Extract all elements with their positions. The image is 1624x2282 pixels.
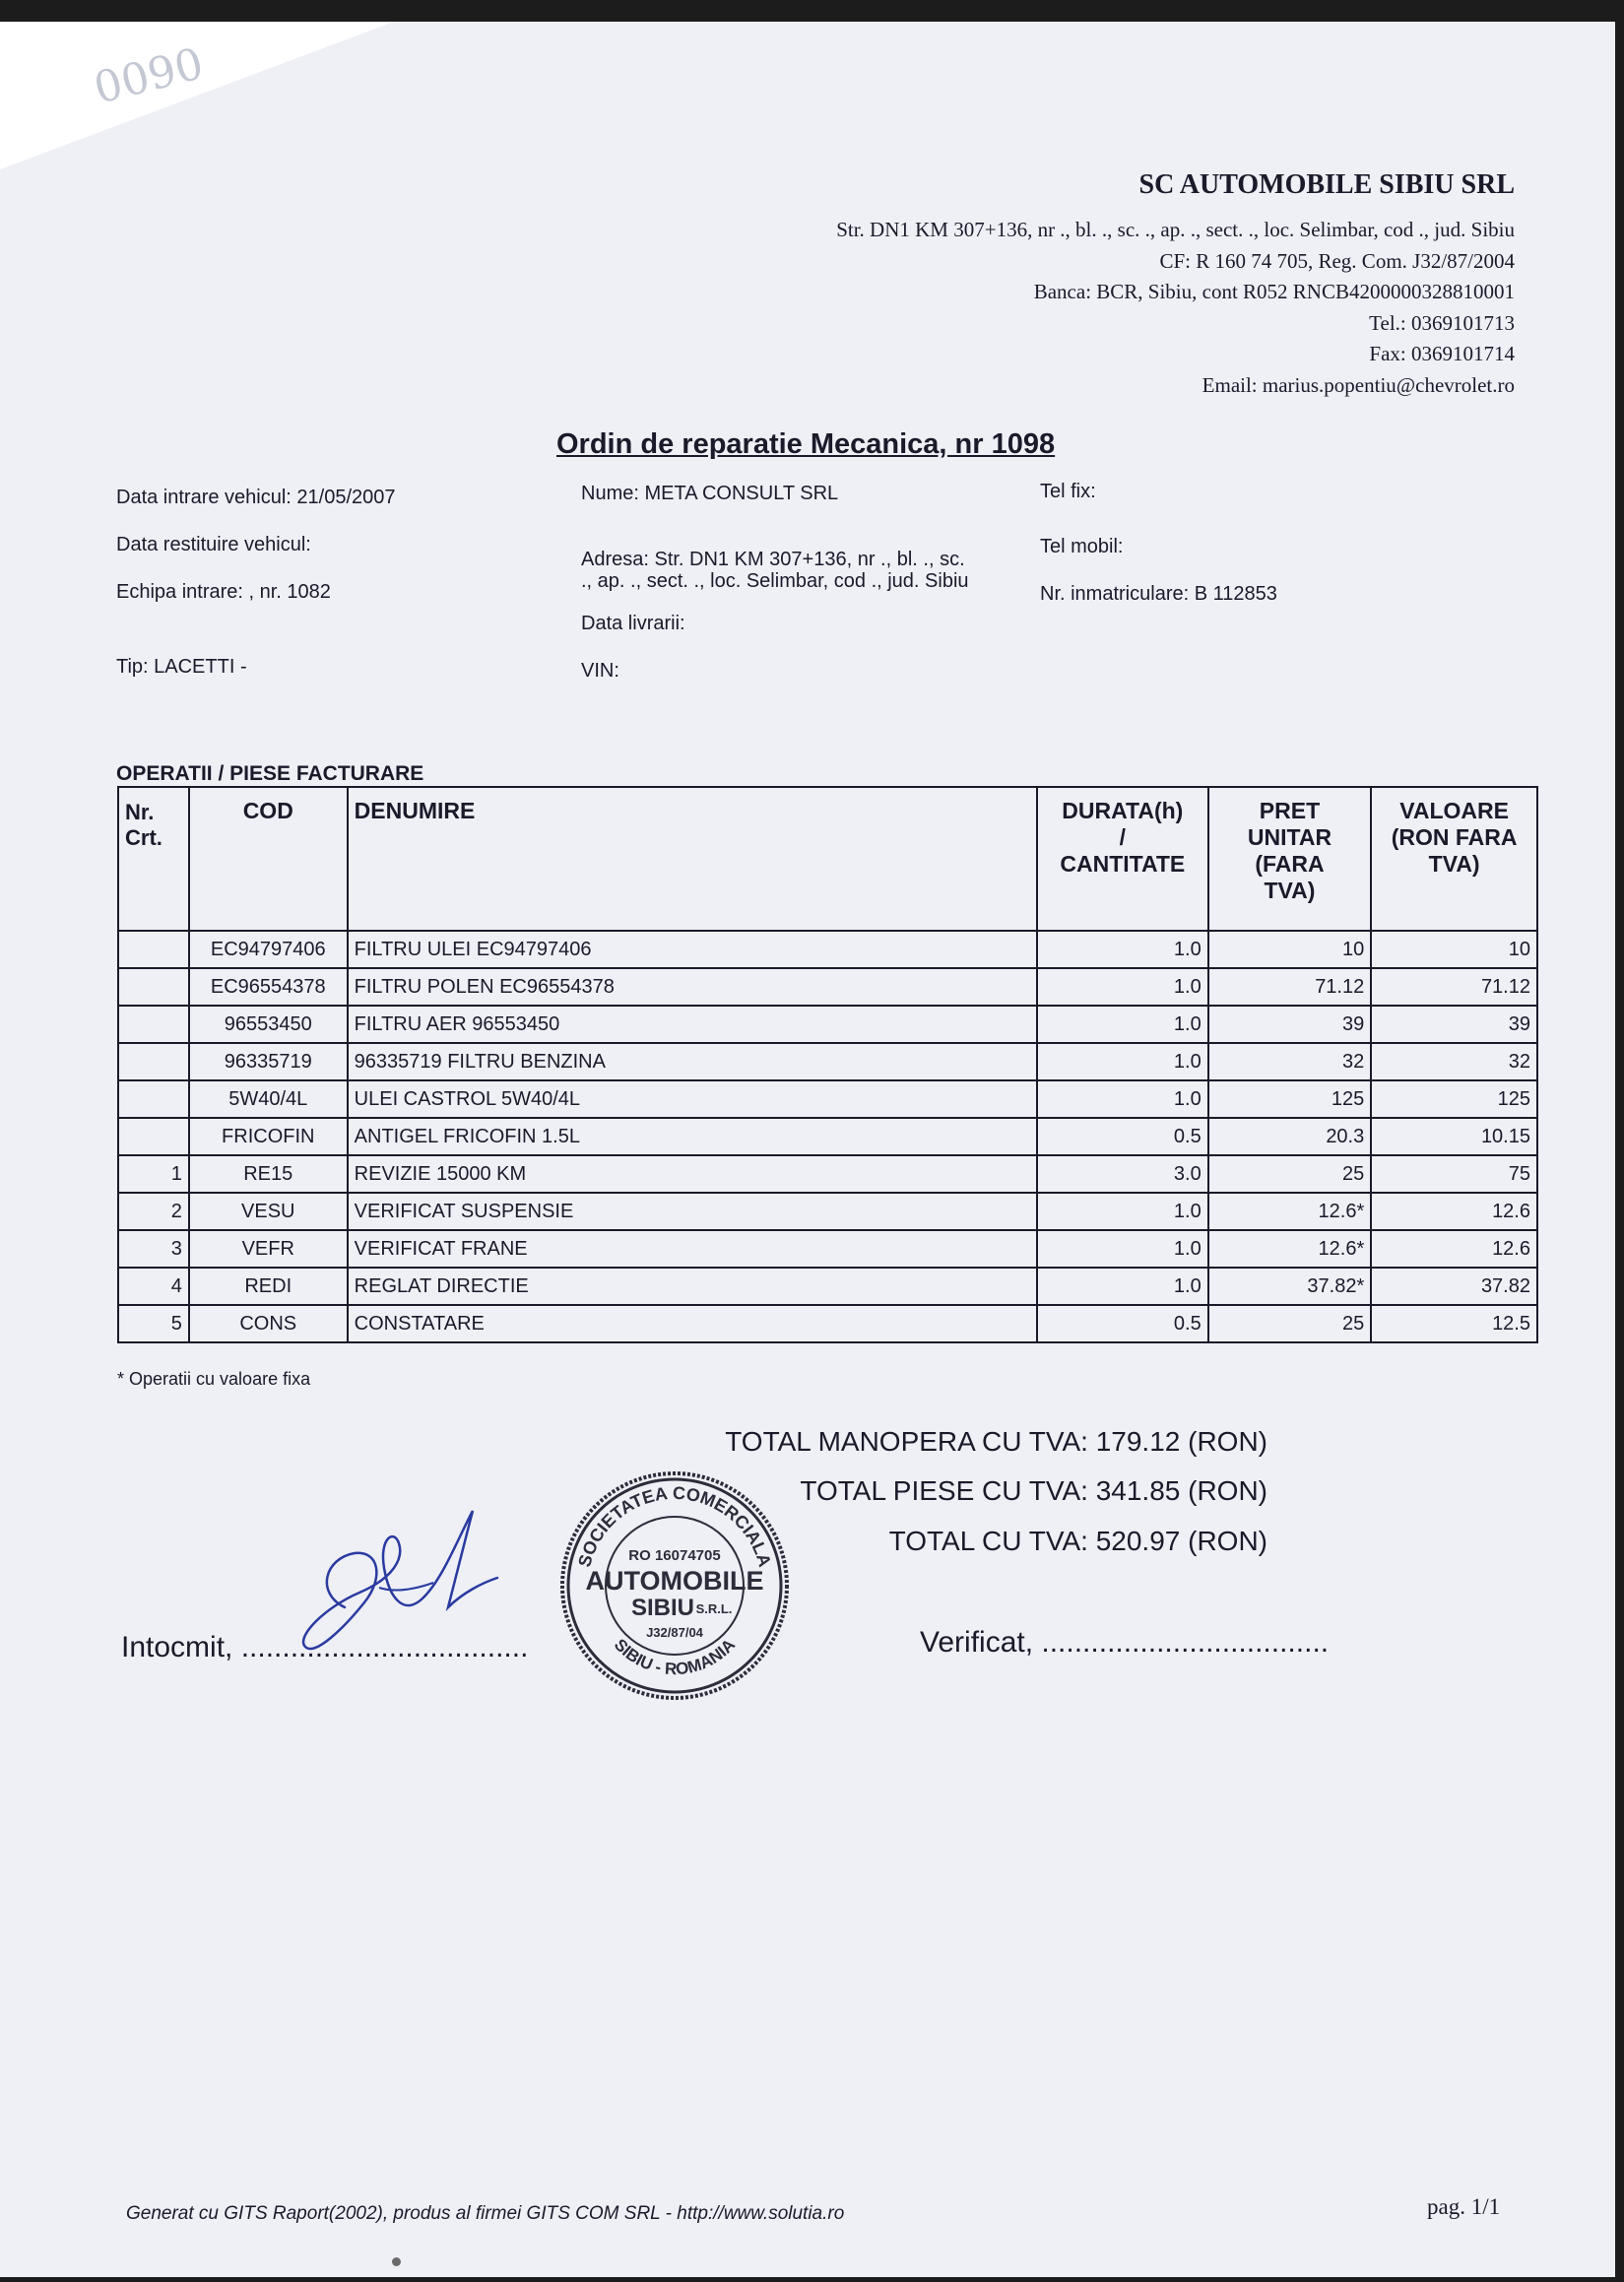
table-row xyxy=(118,1118,1537,1155)
cell-nr: 3 xyxy=(118,1230,189,1268)
cell-valoare: 71.12 xyxy=(1371,968,1537,1006)
table-row xyxy=(118,1193,1537,1230)
cell-pret: 37.82* xyxy=(1208,1268,1372,1305)
cell-denumire: REGLAT DIRECTIE xyxy=(348,1268,1037,1305)
table-row xyxy=(118,1305,1537,1342)
cell-cod: 96553450 xyxy=(189,1006,348,1043)
paper-speck xyxy=(392,2257,401,2266)
echipa-intrare: Echipa intrare: , nr. 1082 xyxy=(116,581,331,603)
cell-pret: 10 xyxy=(1208,931,1372,968)
client-adresa xyxy=(581,546,969,596)
cell-valoare: 39 xyxy=(1371,1006,1537,1043)
cell-cod: RE15 xyxy=(189,1155,348,1193)
table-row xyxy=(118,931,1537,968)
footer-generated-by: Generat cu GITS Raport(2002), produs al firmei GITS COM SRL - http://www.solutia.ro xyxy=(126,2203,845,2224)
cell-valoare: 12.6 xyxy=(1371,1193,1537,1230)
company-fax: Fax: 0369101714 xyxy=(1369,342,1515,365)
cell-nr: 1 xyxy=(118,1155,189,1193)
cell-valoare: 12.5 xyxy=(1371,1305,1537,1342)
cell-durata: 1.0 xyxy=(1037,931,1208,968)
svg-text:SIBIU - ROMANIA: SIBIU - ROMANIA xyxy=(610,1635,740,1679)
table-body xyxy=(118,931,1537,1342)
cell-valoare: 32 xyxy=(1371,1043,1537,1080)
cell-cod: EC96554378 xyxy=(189,968,348,1006)
cell-denumire: ULEI CASTROL 5W40/4L xyxy=(348,1080,1037,1118)
total-cu-tva: TOTAL CU TVA: 520.97 (RON) xyxy=(888,1526,1267,1556)
company-cf: CF: R 160 74 705, Reg. Com. J32/87/2004 xyxy=(1159,248,1515,273)
cell-valoare: 10.15 xyxy=(1371,1118,1537,1155)
cell-valoare: 10 xyxy=(1371,931,1537,968)
table-header-row xyxy=(118,787,1537,931)
col-header-durata: DURATA(h) / CANTITATE xyxy=(1037,787,1208,931)
cell-nr xyxy=(118,1043,189,1080)
table-row xyxy=(118,968,1537,1006)
verificat-label: Verificat, ................................... xyxy=(920,1626,1330,1659)
svg-text:S.R.L.: S.R.L. xyxy=(695,1601,733,1616)
cell-durata: 1.0 xyxy=(1037,1230,1208,1268)
company-stamp xyxy=(556,1467,793,1704)
cell-durata: 1.0 xyxy=(1037,968,1208,1006)
table-row xyxy=(118,1043,1537,1080)
cell-valoare: 125 xyxy=(1371,1080,1537,1118)
table-row xyxy=(118,1230,1537,1268)
vin: VIN: xyxy=(581,660,619,682)
cell-nr: 4 xyxy=(118,1268,189,1305)
col-header-valoare: VALOARE (RON FARA TVA) xyxy=(1371,787,1537,931)
cell-durata: 1.0 xyxy=(1037,1268,1208,1305)
cell-nr xyxy=(118,1118,189,1155)
cell-cod: EC94797406 xyxy=(189,931,348,968)
cell-denumire: ANTIGEL FRICOFIN 1.5L xyxy=(348,1118,1037,1155)
cell-pret: 20.3 xyxy=(1208,1118,1372,1155)
cell-nr xyxy=(118,1006,189,1043)
cell-denumire: FILTRU POLEN EC96554378 xyxy=(348,968,1037,1006)
cell-valoare: 37.82 xyxy=(1371,1268,1537,1305)
nr-inmatriculare: Nr. inmatriculare: B 112853 xyxy=(1040,583,1277,605)
company-bank: Banca: BCR, Sibiu, cont R052 RNCB4200000328810001 xyxy=(1033,280,1515,303)
cell-cod: VEFR xyxy=(189,1230,348,1268)
cell-pret: 71.12 xyxy=(1208,968,1372,1006)
total-piese: TOTAL PIESE CU TVA: 341.85 (RON) xyxy=(800,1475,1267,1506)
footnote: * Operatii cu valoare fixa xyxy=(117,1369,311,1389)
cell-pret: 32 xyxy=(1208,1043,1372,1080)
svg-text:SIBIU: SIBIU xyxy=(630,1595,695,1621)
cell-pret: 12.6* xyxy=(1208,1230,1372,1268)
company-name: SC AUTOMOBILE SIBIU SRL xyxy=(1138,169,1515,200)
cell-durata: 0.5 xyxy=(1037,1305,1208,1342)
cell-pret: 125 xyxy=(1208,1080,1372,1118)
cell-cod: 96335719 xyxy=(189,1043,348,1080)
page-number: pag. 1/1 xyxy=(1427,2194,1501,2219)
cell-nr: 2 xyxy=(118,1193,189,1230)
cell-durata: 1.0 xyxy=(1037,1080,1208,1118)
document-title: Ordin de reparatie Mecanica, nr 1098 xyxy=(556,428,1056,460)
tel-mobil: Tel mobil: xyxy=(1040,536,1124,557)
cell-valoare: 75 xyxy=(1371,1155,1537,1193)
section-title: OPERATII / PIESE FACTURARE xyxy=(116,762,424,785)
cell-nr xyxy=(118,1080,189,1118)
company-tel: Tel.: 0369101713 xyxy=(1369,310,1515,335)
table-row xyxy=(118,1155,1537,1193)
operations-table xyxy=(117,786,1538,1343)
table-row xyxy=(118,1080,1537,1118)
data-restituire: Data restituire vehicul: xyxy=(116,534,311,555)
company-email: Email: marius.popentiu@chevrolet.ro xyxy=(1202,372,1515,397)
col-header-denumire: DENUMIRE xyxy=(348,787,1037,931)
cell-denumire: VERIFICAT SUSPENSIE xyxy=(348,1193,1037,1230)
cell-denumire: FILTRU AER 96553450 xyxy=(348,1006,1037,1043)
document-page xyxy=(0,22,1615,2277)
cell-cod: REDI xyxy=(189,1268,348,1305)
total-manopera: TOTAL MANOPERA CU TVA: 179.12 (RON) xyxy=(725,1426,1267,1457)
company-address: Str. DN1 KM 307+136, nr ., bl. ., sc. ., ap. ., sect. ., loc. Selimbar, cod ., jud. Sibiu xyxy=(836,218,1515,241)
cell-durata: 3.0 xyxy=(1037,1155,1208,1193)
data-livrarii: Data livrarii: xyxy=(581,613,685,634)
data-intrare: Data intrare vehicul: 21/05/2007 xyxy=(116,487,396,508)
tel-fix: Tel fix: xyxy=(1040,481,1096,502)
cell-valoare: 12.6 xyxy=(1371,1230,1537,1268)
handwritten-signature xyxy=(286,1499,502,1666)
cell-durata: 1.0 xyxy=(1037,1193,1208,1230)
intocmit-label: Intocmit, ................................... xyxy=(121,1631,529,1663)
svg-text:AUTOMOBILE: AUTOMOBILE xyxy=(585,1566,764,1596)
cell-cod: CONS xyxy=(189,1305,348,1342)
cell-durata: 0.5 xyxy=(1037,1118,1208,1155)
col-header-cod: COD xyxy=(189,787,348,931)
cell-denumire: FILTRU ULEI EC94797406 xyxy=(348,931,1037,968)
cell-durata: 1.0 xyxy=(1037,1043,1208,1080)
cell-cod: VESU xyxy=(189,1193,348,1230)
company-details xyxy=(836,215,1515,401)
table-row xyxy=(118,1268,1537,1305)
cell-nr: 5 xyxy=(118,1305,189,1342)
svg-text:RO 16074705: RO 16074705 xyxy=(628,1547,721,1564)
table-row xyxy=(118,1006,1537,1043)
svg-text:J32/87/04: J32/87/04 xyxy=(646,1625,703,1640)
client-nume: Nume: META CONSULT SRL xyxy=(581,483,839,504)
cell-denumire: VERIFICAT FRANE xyxy=(348,1230,1037,1268)
col-header-nr: Nr. Crt. xyxy=(118,787,189,931)
col-header-pret: PRET UNITAR (FARA TVA) xyxy=(1208,787,1372,931)
cell-nr xyxy=(118,931,189,968)
cell-pret: 39 xyxy=(1208,1006,1372,1043)
cell-denumire: CONSTATARE xyxy=(348,1305,1037,1342)
cell-cod: FRICOFIN xyxy=(189,1118,348,1155)
cell-denumire: REVIZIE 15000 KM xyxy=(348,1155,1037,1193)
client-adresa-line2: ., ap. ., sect. ., loc. Selimbar, cod ., jud. Sibiu xyxy=(581,570,969,592)
client-adresa-line1: Adresa: Str. DN1 KM 307+136, nr ., bl. ., sc. xyxy=(581,549,965,570)
cell-pret: 25 xyxy=(1208,1155,1372,1193)
cell-pret: 12.6* xyxy=(1208,1193,1372,1230)
cell-pret: 25 xyxy=(1208,1305,1372,1342)
svg-text:SOCIETATEA COMERCIALA: SOCIETATEA COMERCIALA xyxy=(574,1482,775,1570)
cell-cod: 5W40/4L xyxy=(189,1080,348,1118)
cell-durata: 1.0 xyxy=(1037,1006,1208,1043)
cell-denumire: 96335719 FILTRU BENZINA xyxy=(348,1043,1037,1080)
corner-handwritten-mark: 0090 xyxy=(89,38,209,114)
cell-nr xyxy=(118,968,189,1006)
tip-vehicul: Tip: LACETTI - xyxy=(116,656,247,678)
